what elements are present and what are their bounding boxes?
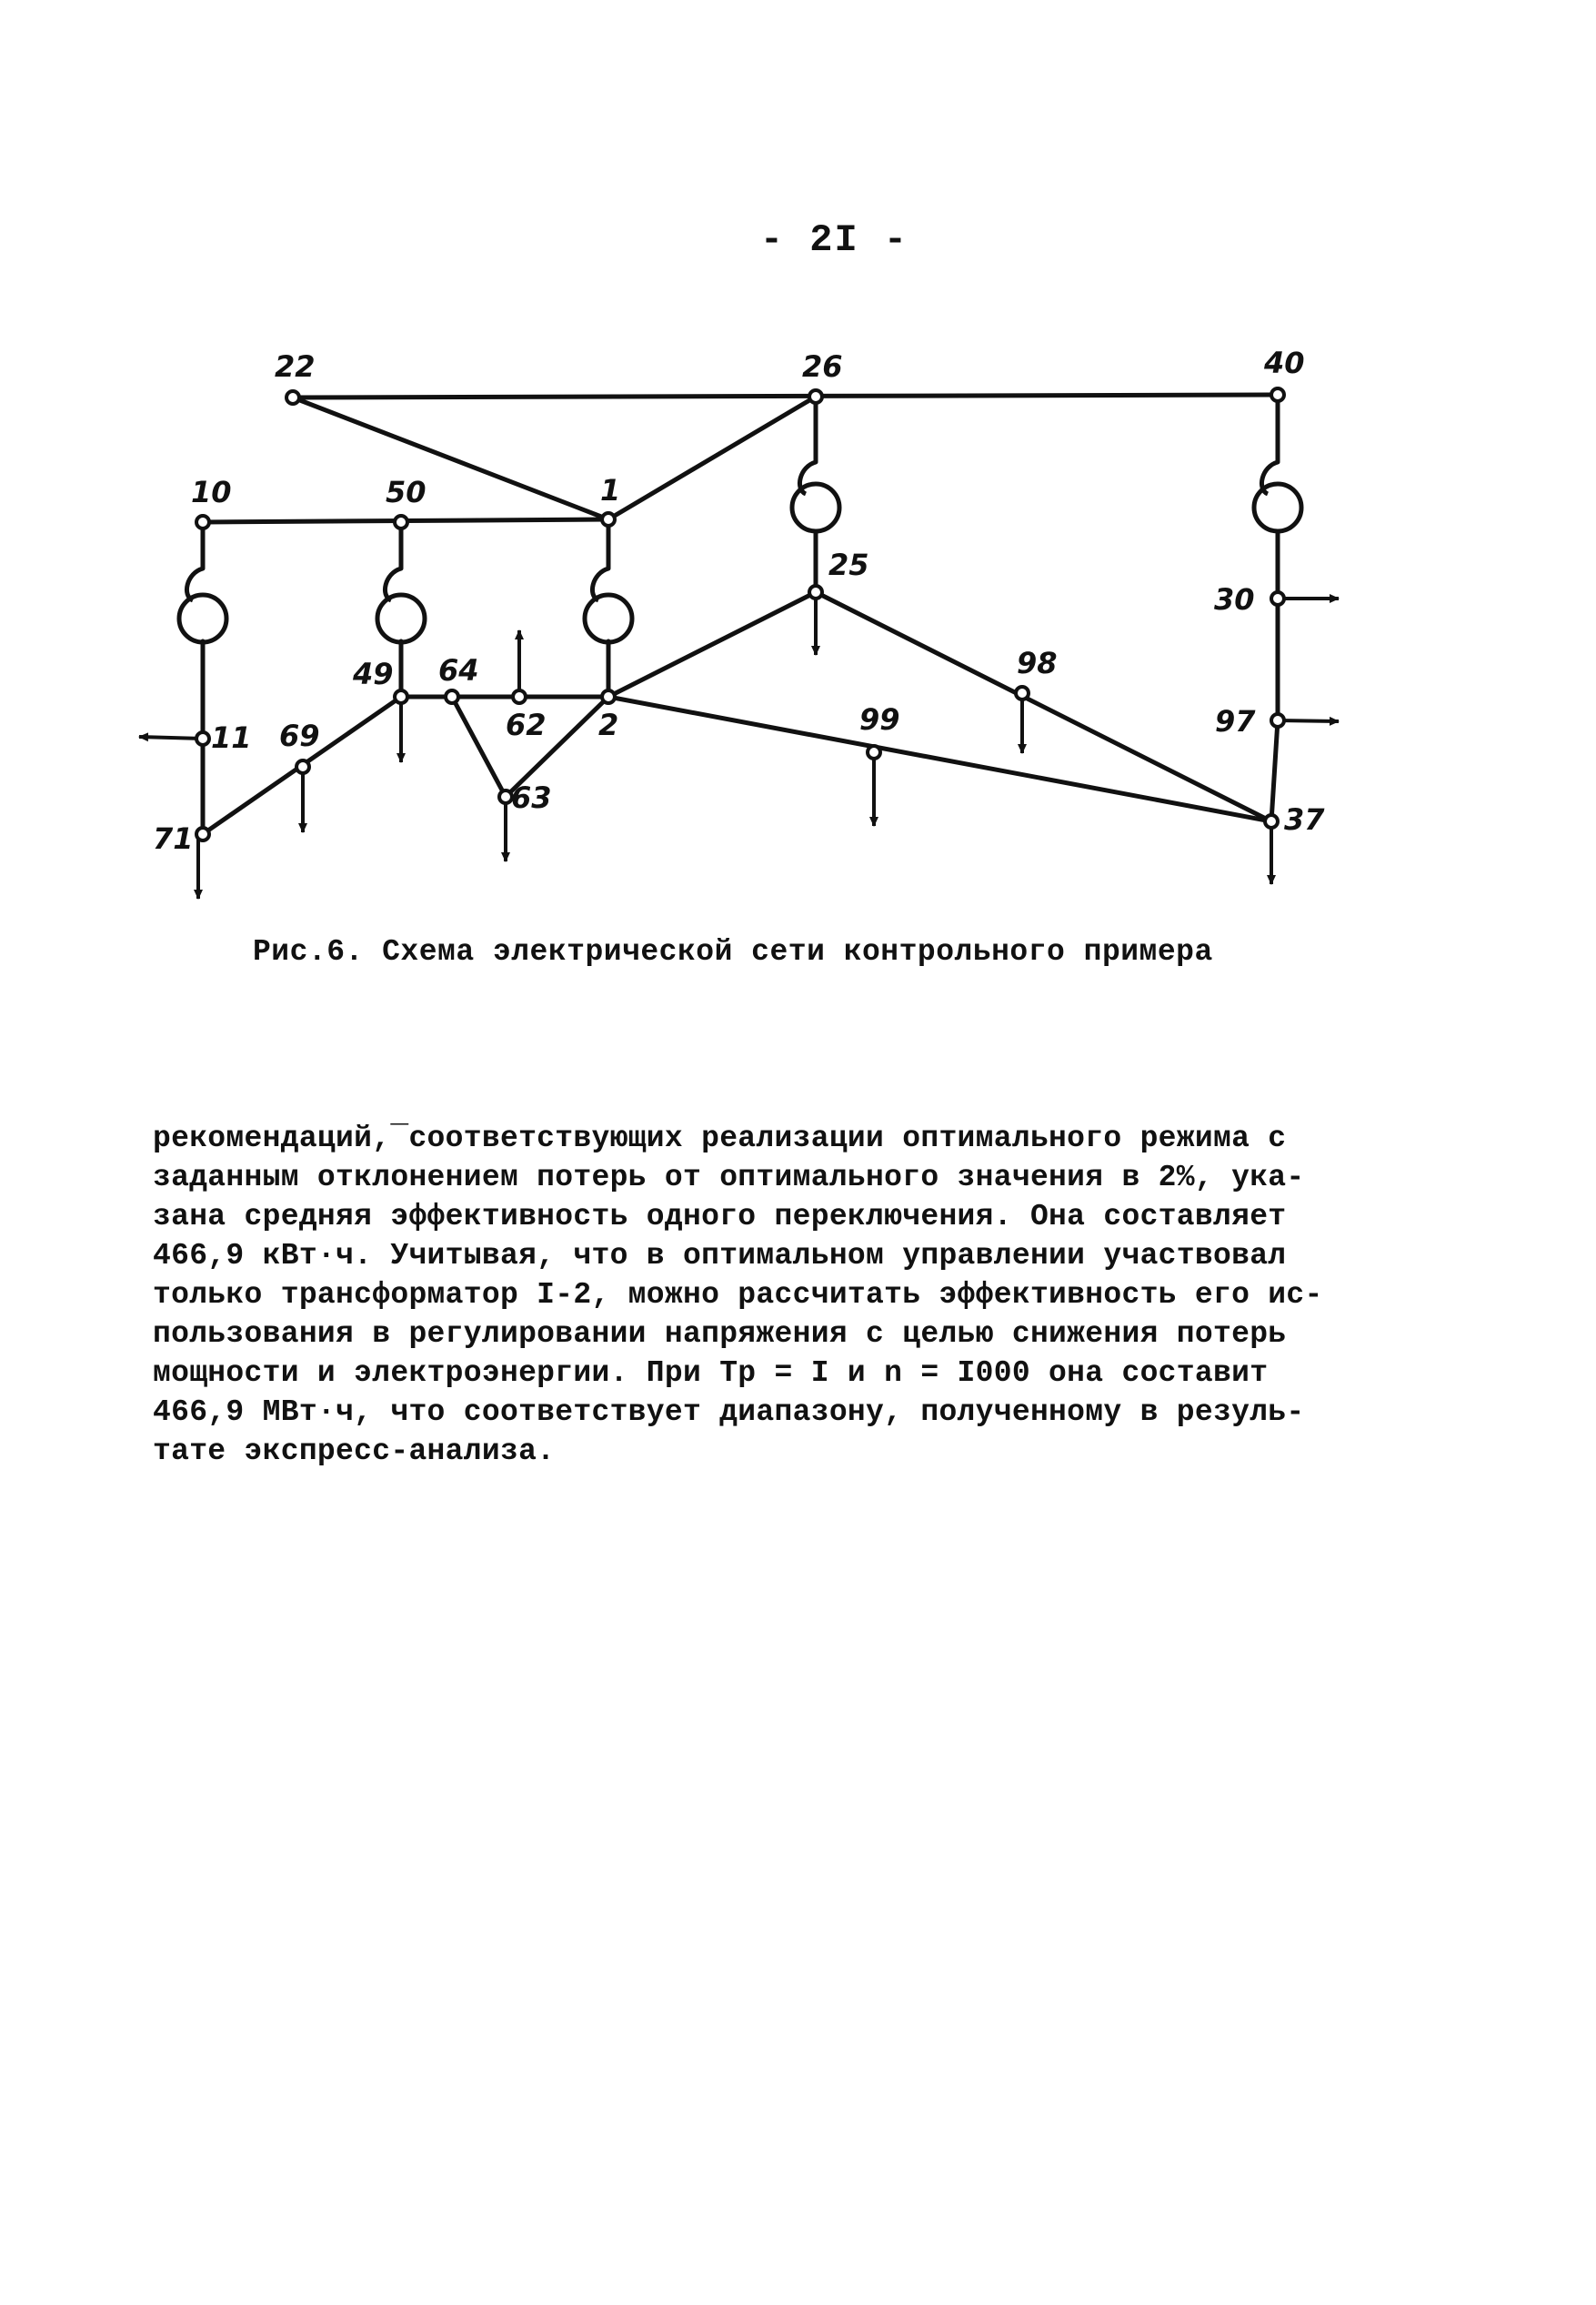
transformer-1-2 [585,569,632,642]
node-11 [196,732,209,745]
node-25 [809,586,822,599]
node-10 [196,516,209,528]
node-1 [602,513,615,526]
node-98 [1016,687,1029,700]
transformer-40-30 [1254,462,1301,531]
line-22-1 [293,398,608,519]
page-number: - 2I - [759,218,909,262]
line-64-63 [452,697,506,797]
label-63: 63 [511,780,552,815]
label-99: 99 [859,702,900,737]
node-2 [602,690,615,703]
label-40: 40 [1264,346,1305,380]
line-22-40 [293,395,1278,398]
label-49: 49 [353,657,394,691]
line-2-37 [608,697,1271,821]
body-paragraph [153,1119,1353,1471]
label-25: 25 [828,548,869,582]
node-62 [513,690,526,703]
paragraph-line: только трансформатор I-2, можно рассчитать эффективность его ис- [153,1278,1323,1312]
label-26: 26 [802,349,843,384]
line-97-37 [1271,720,1278,821]
figure-caption: Рис.6. Схема электрической сети контрольного примера [253,935,1213,969]
label-2: 2 [598,708,619,742]
label-64: 64 [438,653,479,688]
label-11: 11 [211,720,252,755]
node-40 [1271,388,1284,401]
node-99 [868,746,880,759]
paragraph-line: 466,9 МВт·ч, что соответствует диапазону, полученному в резуль- [153,1395,1305,1429]
node-37 [1265,815,1278,828]
node-49 [395,690,407,703]
label-50: 50 [386,475,427,509]
node-26 [809,390,822,403]
paragraph-line: мощности и электроэнергии. При Tр = I и n = I000 она составит [153,1356,1269,1390]
load-arrow-97 [1278,720,1339,721]
transformer-10-11 [179,569,226,642]
line-2-25 [608,592,816,697]
label-71: 71 [153,821,194,856]
node-22 [286,391,299,404]
transformer-50-49 [377,569,425,642]
load-arrow-11 [139,737,203,739]
label-69: 69 [279,719,320,753]
line-26-1 [608,397,816,519]
paragraph-line: заданным отклонением потерь от оптимального значения в 2%, ука- [153,1161,1305,1194]
label-10: 10 [191,475,232,509]
paragraph-line: тате экспресс-анализа. [153,1434,556,1468]
paragraph-line: зана средняя эффективность одного переключения. Она составляет [153,1200,1287,1233]
label-62: 62 [506,708,547,742]
label-98: 98 [1017,646,1058,680]
paragraph-line: пользования в регулировании напряжения с целью снижения потерь [153,1317,1287,1351]
node-63 [499,790,512,803]
label-37: 37 [1284,802,1325,837]
node-50 [395,516,407,528]
label-30: 30 [1214,582,1255,617]
node-71 [196,828,209,840]
node-30 [1271,592,1284,605]
paragraph-line: 466,9 кВт·ч. Учитывая, что в оптимальном управлении участвовал [153,1239,1287,1273]
label-1: 1 [600,473,621,508]
node-64 [446,690,458,703]
node-97 [1271,714,1284,727]
paragraph-line: рекомендаций,¯соответствующих реализации оптимального режима с [153,1122,1287,1155]
transformer-26-25 [792,462,839,531]
network-diagram [0,0,1596,1001]
label-22: 22 [275,349,316,384]
node-69 [296,760,309,773]
label-97: 97 [1215,704,1256,739]
